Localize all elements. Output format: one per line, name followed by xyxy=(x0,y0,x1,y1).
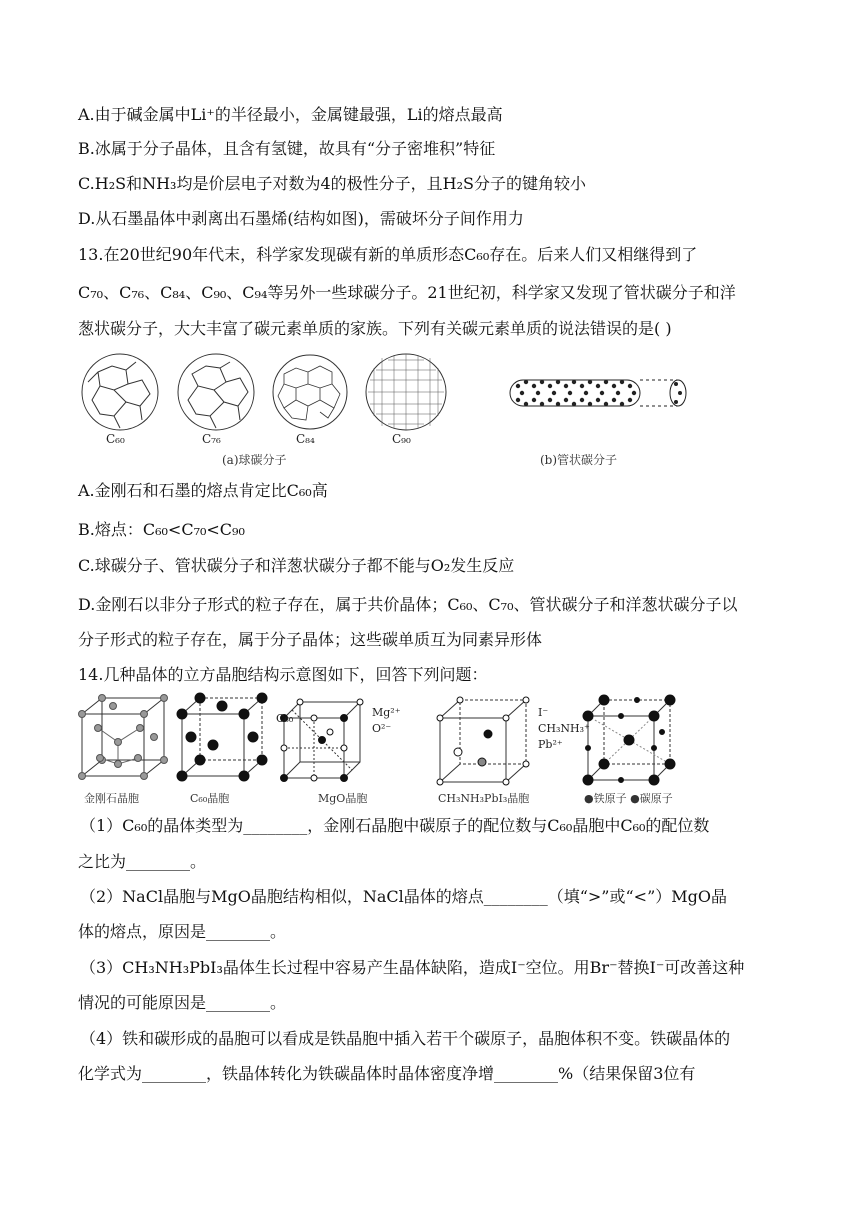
c60-ball xyxy=(82,354,158,430)
answer-a-line: A.金刚石和石墨的熔点肯定比C₆₀高 xyxy=(78,481,328,500)
legend-c60: C₆₀ xyxy=(276,712,294,725)
option-d-line: D.从石墨晶体中剥离出石墨烯(结构如图)，需破坏分子间作用力 xyxy=(78,209,524,228)
question-13-line-2: C₇₀、C₇₆、C₈₄、C₉₀、C₉₄等另外一些球碳分子。21世纪初，科学家又发现了管状碳分子和洋 xyxy=(78,283,736,302)
c84-ball xyxy=(273,355,347,429)
legend-lead: Pb²⁺ xyxy=(538,738,563,751)
caption-tube-carbon: (b)管状碳分子 xyxy=(540,453,618,467)
sub-question-2-line-1: （2）NaCl晶胞与MgO晶胞结构相似，NaCl晶体的熔点________（填“>”或“<”）MgO晶 xyxy=(80,887,727,906)
carbon-molecules-figure xyxy=(78,352,778,472)
sub-question-1-line-2: 之比为________。 xyxy=(78,852,207,871)
sub-question-1-line-1: （1）C₆₀的晶体类型为________，金刚石晶胞中碳原子的配位数与C₆₀晶胞中C₆₀的配位数 xyxy=(80,816,710,835)
caption-mgo: MgO晶胞 xyxy=(318,792,368,805)
caption-ball-carbon: (a)球碳分子 xyxy=(222,453,287,467)
legend-methylammonium: CH₃NH₃⁺ xyxy=(538,722,590,735)
sub-question-4-line-2: 化学式为________，铁晶体转化为铁碳晶体时晶体密度净增________%（结果保留3位有 xyxy=(78,1064,696,1083)
question-14-line: 14.几种晶体的立方晶胞结构示意图如下，回答下列问题： xyxy=(78,665,488,684)
legend-iodide: I⁻ xyxy=(538,706,549,719)
question-13-line-1: 13.在20世纪90年代末，科学家发现碳有新的单质形态C₆₀存在。后来人们又相继得到了 xyxy=(78,245,698,264)
option-a-line: A.由于碱金属中Li⁺的半径最小，金属键最强，Li的熔点最高 xyxy=(78,105,503,124)
sub-question-2-line-2: 体的熔点，原因是________。 xyxy=(78,922,287,941)
option-c-line: C.H₂S和NH₃均是价层电子对数为4的极性分子，且H₂S分子的键角较小 xyxy=(78,174,586,193)
label-c76: C₇₆ xyxy=(202,432,221,446)
option-b-line: B.冰属于分子晶体，且含有氢键，故具有“分子密堆积”特征 xyxy=(78,139,496,158)
answer-d-line-2: 分子形式的粒子存在，属于分子晶体；这些碳单质互为同素异形体 xyxy=(78,630,543,649)
caption-perovskite: CH₃NH₃PbI₃晶胞 xyxy=(438,792,530,805)
answer-b-line: B.熔点：C₆₀<C₇₀<C₉₀ xyxy=(78,520,245,539)
perovskite-cell xyxy=(440,700,526,782)
label-c84: C₈₄ xyxy=(296,432,315,446)
label-c90: C₉₀ xyxy=(392,432,411,446)
answer-c-line: C.球碳分子、管状碳分子和洋葱状碳分子都不能与O₂发生反应 xyxy=(78,556,515,575)
answer-d-line-1: D.金刚石以非分子形式的粒子存在，属于共价晶体；C₆₀、C₇₀、管状碳分子和洋葱状碳分子以 xyxy=(78,595,738,614)
sub-question-3-line-2: 情况的可能原因是________。 xyxy=(78,993,287,1012)
question-13-line-3: 葱状碳分子，大大丰富了碳元素单质的家族。下列有关碳元素单质的说法错误的是( ) xyxy=(78,319,672,338)
legend-mg: Mg²⁺ xyxy=(372,706,401,719)
sub-question-3-line-1: （3）CH₃NH₃PbI₃晶体生长过程中容易产生晶体缺陷，造成I⁻空位。用Br⁻替换I⁻可改善这种 xyxy=(80,958,745,977)
sub-question-4-line-1: （4）铁和碳形成的晶胞可以看成是铁晶胞中插入若干个碳原子，晶胞体积不变。铁碳晶体的 xyxy=(80,1029,731,1048)
legend-o: O²⁻ xyxy=(372,722,392,735)
label-c60: C₆₀ xyxy=(106,432,125,446)
caption-iron-carbon: ●铁原子 ●碳原子 xyxy=(584,792,673,805)
caption-c60-cell: C₆₀晶胞 xyxy=(190,792,230,805)
caption-diamond: 金刚石晶胞 xyxy=(84,792,139,805)
